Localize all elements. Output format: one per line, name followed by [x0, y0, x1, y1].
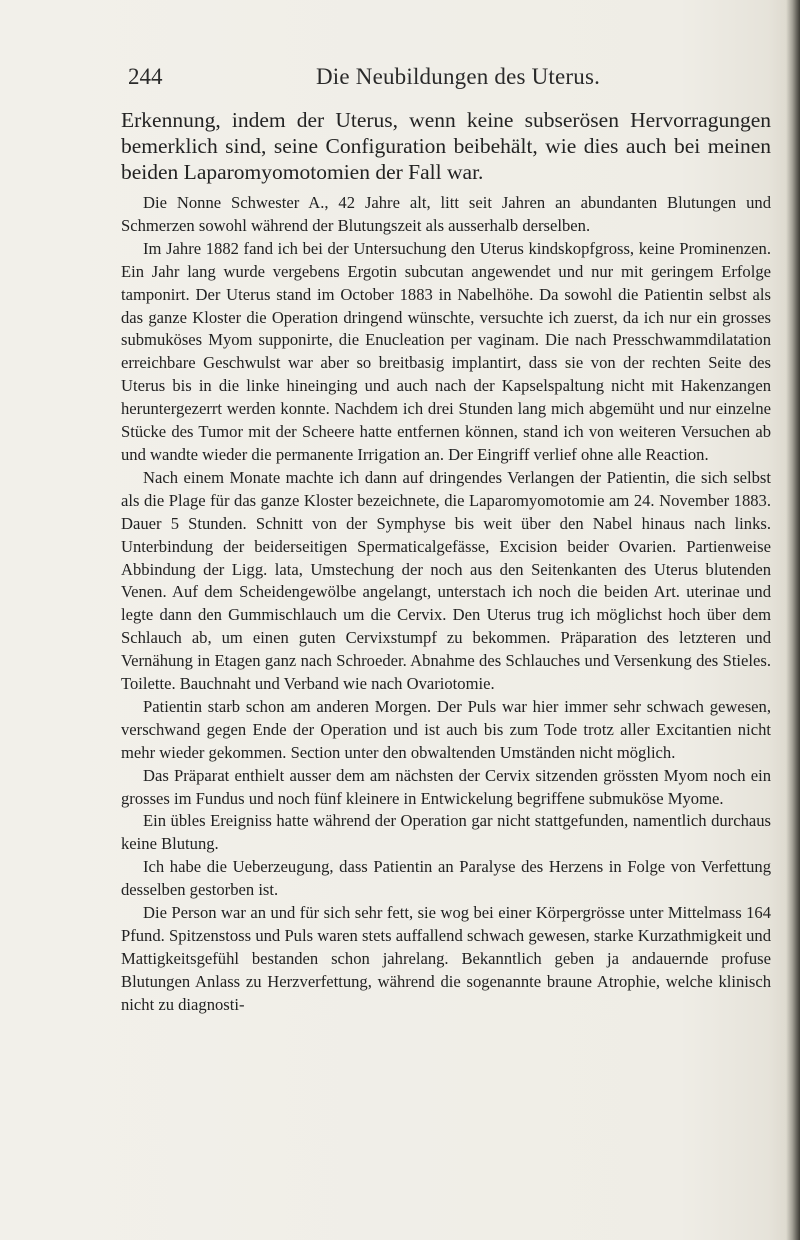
page-body	[121, 107, 771, 1017]
page-number: 244	[128, 64, 163, 89]
page-edge-shadow	[786, 0, 800, 1240]
case-paragraph: Patientin starb schon am anderen Morgen. Der Puls war hier immer sehr schwach gewesen, verschwand gegen Ende der Operation und ist auch bis zum Tode trotz aller Excitantien nicht mehr wieder gekommen. Section unter den obwaltenden Umständen nicht möglich.	[121, 696, 771, 762]
case-paragraph: Die Nonne Schwester A., 42 Jahre alt, litt seit Jahren an abundanten Blutungen und Schmerzen sowohl während der Blutungszeit als ausserhalb derselben.	[121, 193, 771, 235]
case-paragraph: Ein übles Ereigniss hatte während der Operation gar nicht stattgefunden, namentlich durchaus keine Blutung.	[121, 811, 771, 854]
case-paragraph: Im Jahre 1882 fand ich bei der Untersuchung den Uterus kindskopfgross, keine Prominenzen. Ein Jahr lang wurde vergebens Ergotin subcutan angewendet und nur mit geringem Erfolge tamponirt. Der Uterus stand im October 1883 in Nabelhöhe. Da sowohl die Patientin selbst als das ganze Kloster die Operation dringend wünschte, versuchte ich zuerst, da ich nur ein grosses submuköses Myom supponirte, die Enucleation per vaginam. Die nach Presschwammdilatation erreichbare Geschwulst war aber so breitbasig implantirt, dass sie von der rechten Seite des Uterus bis in die linke hineinging und auch nach der Kapselspaltung nicht mit Hakenzangen heruntergezerrt werden konnte. Nachdem ich drei Stunden lang mich abgemüht und nur einzelne Stücke des Tumor mit der Scheere hatte entfernen können, stand ich von weiteren Versuchen ab und wandte wieder die permanente Irrigation an. Der Eingriff verlief ohne alle Reaction.	[121, 238, 771, 464]
running-title: Die Neubildungen des Uterus.	[316, 64, 601, 89]
intro-paragraph: Erkennung, indem der Uterus, wenn keine subserösen Hervorragungen bemerklich sind, seine Configuration beibehält, wie dies auch bei meinen beiden Laparomyomotomien der Fall war.	[121, 108, 771, 184]
case-paragraph: Nach einem Monate machte ich dann auf dringendes Verlangen der Patientin, die sich selbst als die Plage für das ganze Kloster bezeichnete, die Laparomyomotomie am 24. November 1883. Dauer 5 Stunden. Schnitt von der Symphyse bis weit über den Nabel hinaus nach links. Unterbindung der beiderseitigen Spermaticalgefässe, Excision beider Ovarien. Partienweise Abbindung der Ligg. lata, Umstechung der noch aus den Seitenkanten des Uterus blutenden Venen. Auf dem Scheidengewölbe angelangt, unterstach ich noch die beiden Art. uterinae und legte dann den Gummischlauch um die Cervix. Den Uterus trug ich möglichst hoch über dem Schlauch ab, um einen guten Cervixstumpf zu bekommen. Präparation des letzteren und Vernähung in Etagen ganz nach Schroeder. Abnahme des Schlauches und Versenkung des Stieles. Toilette. Bauchnaht und Verband wie nach Ovariotomie.	[121, 467, 771, 694]
case-paragraph: Ich habe die Ueberzeugung, dass Patientin an Paralyse des Herzens in Folge von Verfettung desselben gestorben ist.	[121, 857, 771, 900]
case-paragraph: Die Person war an und für sich sehr fett, sie wog bei einer Körpergrösse unter Mittelmass 164 Pfund. Spitzenstoss und Puls waren stets auffallend schwach gewesen, starke Kurzathmigkeit und Mattigkeitsgefühl bestanden schon jahrelang. Bekanntlich geben ja andauernde profuse Blutungen Anlass zu Herzverfettung, während die sogenannte braune Atrophie, welche klinisch nicht zu diagnosti-	[121, 903, 771, 1014]
case-paragraph: Das Präparat enthielt ausser dem am nächsten der Cervix sitzenden grössten Myom noch ein grosses im Fundus und noch fünf kleinere in Entwickelung begriffene submuköse Myome.	[121, 765, 771, 808]
